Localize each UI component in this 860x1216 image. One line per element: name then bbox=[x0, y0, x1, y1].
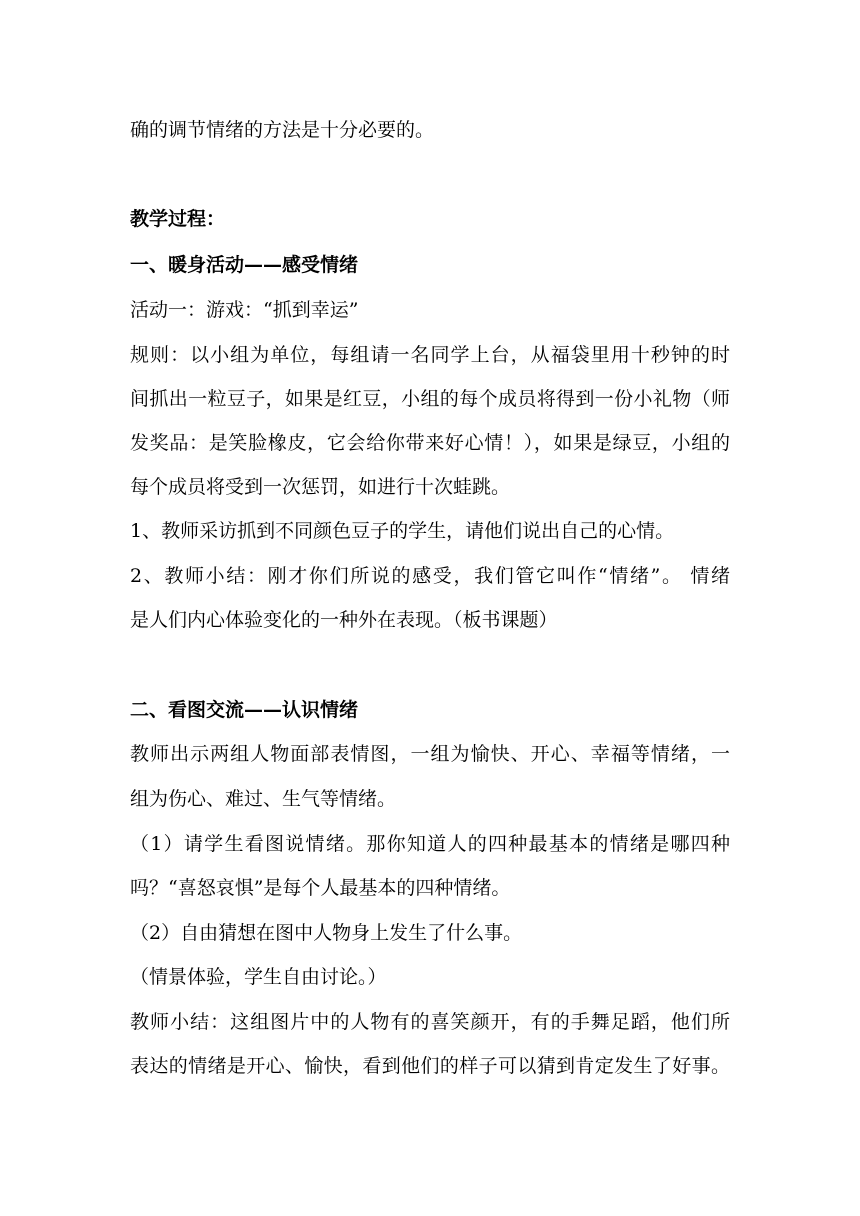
paragraph-line: 教师出示两组人物面部表情图，一组为愉快、开心、幸福等情绪，一 bbox=[130, 743, 730, 765]
paragraph-line: 是人们内心体验变化的一种外在表现。（板书课题） bbox=[130, 609, 558, 631]
paragraph-line: 吗？“喜怒哀惧”是每个人最基本的四种情绪。 bbox=[130, 877, 511, 899]
paragraph-line: 间抓出一粒豆子，如果是红豆，小组的每个成员将得到一份小礼物（师 bbox=[130, 388, 730, 410]
paragraph-line: 规则：以小组为单位，每组请一名同学上台，从福袋里用十秒钟的时 bbox=[130, 344, 730, 366]
list-item: （2）自由猜想在图中人物身上发生了什么事。 bbox=[130, 922, 523, 944]
paragraph-line: 每个成员将受到一次惩罚，如进行十次蛙跳。 bbox=[130, 476, 511, 498]
paragraph-line: 组为伤心、难过、生气等情绪。 bbox=[130, 788, 397, 810]
section-heading-picture-exchange: 二、看图交流——认识情绪 bbox=[130, 699, 359, 721]
activity-title: 活动一：游戏：“抓到幸运” bbox=[130, 299, 359, 321]
paragraph-line: 确的调节情绪的方法是十分必要的。 bbox=[130, 119, 435, 141]
section-heading-teaching-process: 教学过程： bbox=[130, 208, 226, 230]
paragraph-line: 发奖品：是笑脸橡皮，它会给你带来好心情！），如果是绿豆，小组的 bbox=[130, 432, 730, 454]
list-item: 2、教师小结：刚才你们所说的感受，我们管它叫作“情绪”。 情绪 bbox=[130, 565, 730, 587]
list-item: 1、教师采访抓到不同颜色豆子的学生，请他们说出自己的心情。 bbox=[130, 520, 675, 542]
section-heading-warmup: 一、暖身活动——感受情绪 bbox=[130, 254, 359, 276]
paragraph-line: 表达的情绪是开心、愉快，看到他们的样子可以猜到肯定发生了好事。 bbox=[130, 1055, 730, 1077]
list-item: （1）请学生看图说情绪。那你知道人的四种最基本的情绪是哪四种 bbox=[130, 833, 730, 855]
paragraph-line: 教师小结：这组图片中的人物有的喜笑颜开，有的手舞足蹈，他们所 bbox=[130, 1011, 730, 1033]
paragraph-line: （情景体验，学生自由讨论。） bbox=[130, 966, 387, 988]
